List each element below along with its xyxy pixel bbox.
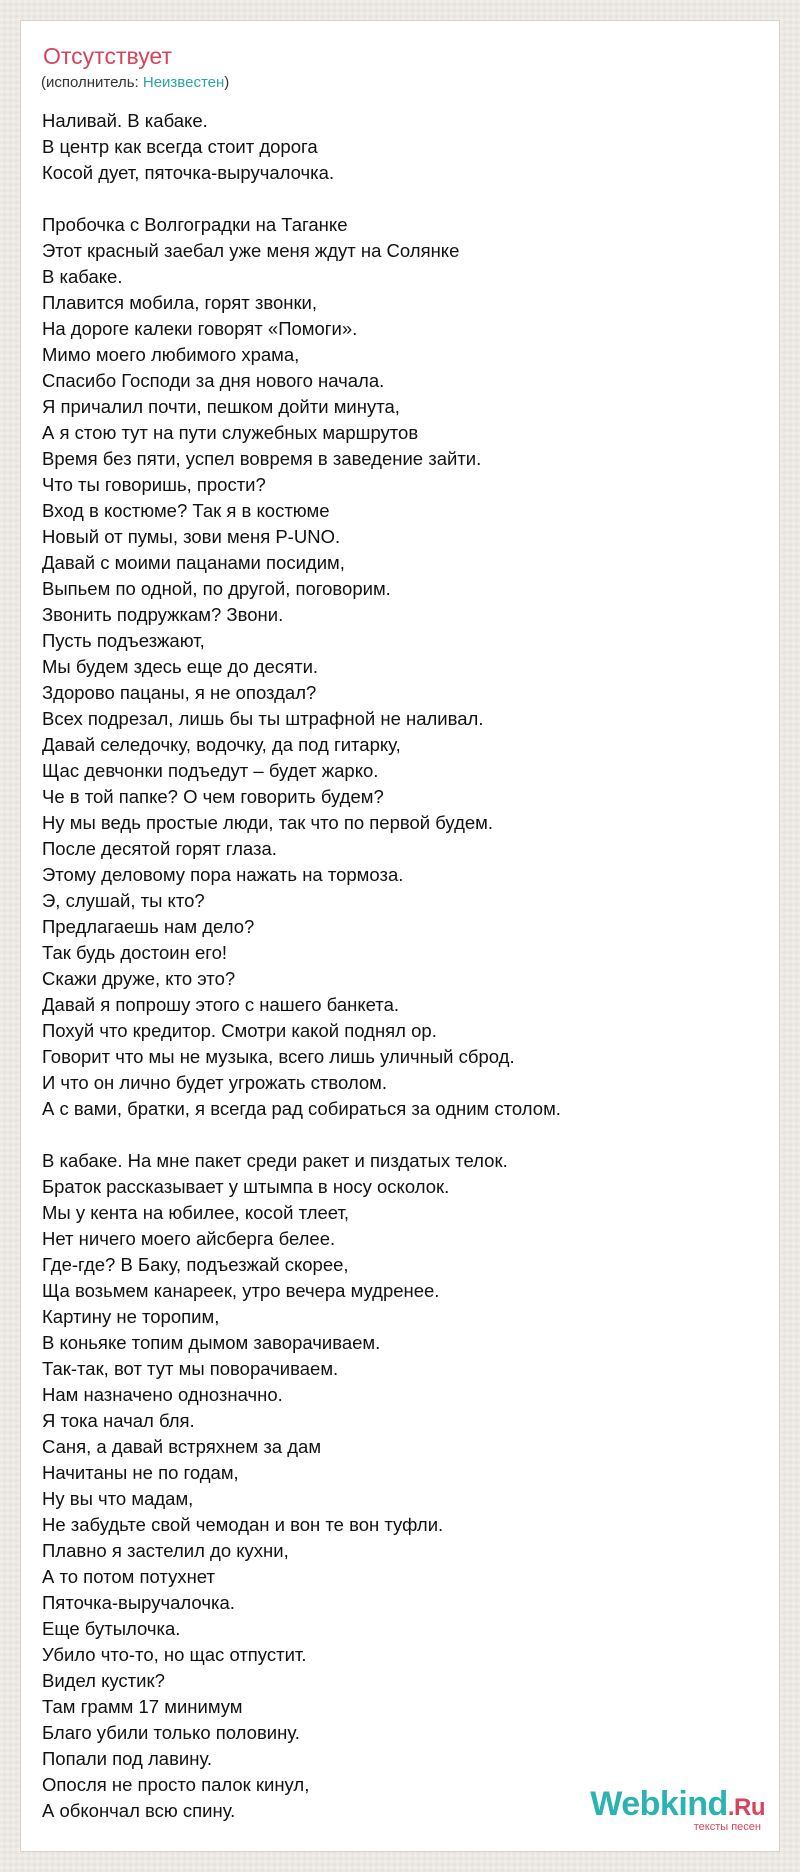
lyrics-line: Пяточка-выручалочка. — [42, 1592, 235, 1613]
lyrics-line: В коньяке топим дымом заворачиваем. — [42, 1332, 381, 1353]
lyrics-line: Предлагаешь нам дело? — [42, 916, 255, 937]
lyrics-line: Время без пяти, успел вовремя в заведение зайти. — [42, 448, 482, 469]
lyrics-line: Звонить подружкам? Звони. — [42, 604, 284, 625]
lyrics-line: Ну мы ведь простые люди, так что по первой будем. — [42, 812, 494, 833]
lyrics-line: Так-так, вот тут мы поворачиваем. — [42, 1358, 339, 1379]
lyrics-line: Еще бутылочка. — [42, 1618, 181, 1639]
logo-tld: .Ru — [727, 1794, 765, 1821]
lyrics-line: Говорит что мы не музыка, всего лишь уличный сброд. — [42, 1046, 515, 1067]
site-logo[interactable] — [590, 1787, 765, 1833]
lyrics-card — [20, 20, 780, 1852]
lyrics-line: После десятой горят глаза. — [42, 838, 277, 859]
lyrics-line: А обкончал всю спину. — [42, 1800, 236, 1821]
lyrics-line: Нет ничего моего айсберга белее. — [42, 1228, 336, 1249]
lyrics-line: Ща возьмем канареек, утро вечера мудренее. — [42, 1280, 440, 1301]
artist-prefix: (исполнитель: — [41, 74, 143, 91]
lyrics-line: Здорово пацаны, я не опоздал? — [42, 682, 317, 703]
lyrics-line: Саня, а давай встряхнем за дам — [42, 1436, 322, 1457]
lyrics-line: Вход в костюме? Так я в костюме — [42, 500, 330, 521]
lyrics-line: Пусть подъезжают, — [42, 630, 205, 651]
logo-tagline: тексты песен — [693, 1821, 761, 1833]
lyrics-line: Спасибо Господи за дня нового начала. — [42, 370, 385, 391]
lyrics-line: В центр как всегда стоит дорога — [42, 136, 318, 157]
lyrics-line: Этому деловому пора нажать на тормоза. — [42, 864, 404, 885]
lyrics-line: Скажи друже, кто это? — [42, 968, 236, 989]
lyrics-line: Мы будем здесь еще до десяти. — [42, 656, 319, 677]
lyrics-line: Давай селедочку, водочку, да под гитарку, — [42, 734, 401, 755]
lyrics-line: Картину не торопим, — [42, 1306, 220, 1327]
artist-suffix: ) — [224, 74, 230, 91]
artist-line — [41, 74, 229, 92]
lyrics-line: Новый от пумы, зови меня P-UNO. — [42, 526, 341, 547]
lyrics-line: Этот красный заебал уже меня ждут на Солянке — [42, 240, 460, 261]
lyrics-line: Я тока начал бля. — [42, 1410, 195, 1431]
lyrics-line: Мы у кента на юбилее, косой тлеет, — [42, 1202, 350, 1223]
lyrics-line: Пробочка с Волгоградки на Таганке — [42, 214, 348, 235]
lyrics-line: Мимо моего любимого храма, — [42, 344, 300, 365]
lyrics-line: И что он лично будет угрожать стволом. — [42, 1072, 387, 1093]
logo-wordmark — [590, 1787, 765, 1821]
lyrics-line: Наливай. В кабаке. — [42, 110, 208, 131]
lyrics-line: Выпьем по одной, по другой, поговорим. — [42, 578, 391, 599]
lyrics-line: Что ты говоришь, прости? — [42, 474, 266, 495]
lyrics-line: Попали под лавину. — [42, 1748, 212, 1769]
lyrics-line: Начитаны не по годам, — [42, 1462, 239, 1483]
lyrics-line: На дороге калеки говорят «Помоги». — [42, 318, 358, 339]
lyrics-line: Убило что-то, но щас отпустит. — [42, 1644, 307, 1665]
lyrics-line: А то потом потухнет — [42, 1566, 215, 1587]
lyrics-line: Плавно я застелил до кухни, — [42, 1540, 289, 1561]
lyrics-line: Че в той папке? О чем говорить будем? — [42, 786, 384, 807]
lyrics-line: Плавится мобила, горят звонки, — [42, 292, 318, 313]
lyrics-stanza — [42, 1148, 762, 1824]
song-title: Отсутствует — [43, 43, 172, 69]
lyrics-text — [42, 108, 762, 1824]
lyrics-line: Щас девчонки подъедут – будет жарко. — [42, 760, 379, 781]
lyrics-line: Где-где? В Баку, подъезжай скорее, — [42, 1254, 349, 1275]
lyrics-line: Косой дует, пяточка-выручалочка. — [42, 162, 335, 183]
lyrics-line: Я причалил почти, пешком дойти минута, — [42, 396, 400, 417]
lyrics-line: Благо убили только половину. — [42, 1722, 300, 1743]
lyrics-line: Э, слушай, ты кто? — [42, 890, 205, 911]
lyrics-stanza — [42, 212, 762, 1122]
lyrics-line: Браток рассказывает у штымпа в носу осколок. — [42, 1176, 450, 1197]
lyrics-line: А с вами, братки, я всегда рад собираться за одним столом. — [42, 1098, 561, 1119]
lyrics-line: Всех подрезал, лишь бы ты штрафной не наливал. — [42, 708, 484, 729]
lyrics-line: Там грамм 17 минимум — [42, 1696, 243, 1717]
lyrics-line: Давай я попрошу этого с нашего банкета. — [42, 994, 399, 1015]
artist-link[interactable]: Неизвестен — [142, 74, 225, 91]
lyrics-line: Опосля не просто палок кинул, — [42, 1774, 310, 1795]
lyrics-line: Нам назначено однозначно. — [42, 1384, 283, 1405]
lyrics-line: Ну вы что мадам, — [42, 1488, 194, 1509]
lyrics-stanza — [42, 108, 762, 186]
logo-name: Webkind — [590, 1785, 728, 1823]
lyrics-line: Так будь достоин его! — [42, 942, 228, 963]
lyrics-line: А я стою тут на пути служебных маршрутов — [42, 422, 419, 443]
lyrics-line: Не забудьте свой чемодан и вон те вон туфли. — [42, 1514, 444, 1535]
lyrics-line: Похуй что кредитор. Смотри какой поднял ор. — [42, 1020, 437, 1041]
lyrics-line: В кабаке. — [42, 266, 123, 287]
lyrics-line: Видел кустик? — [42, 1670, 165, 1691]
lyrics-line: В кабаке. На мне пакет среди ракет и пиздатых телок. — [42, 1150, 508, 1171]
lyrics-line: Давай с моими пацанами посидим, — [42, 552, 345, 573]
